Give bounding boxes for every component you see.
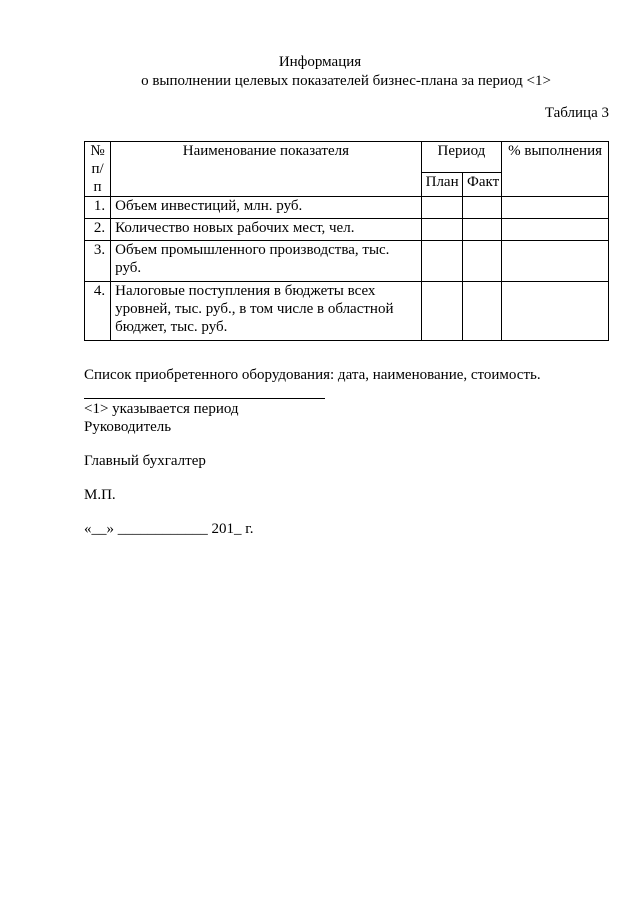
row-fact (463, 241, 502, 282)
header-percent: % выполнения (502, 142, 609, 197)
row-percent (502, 197, 609, 219)
row-name: Количество новых рабочих мест, чел. (111, 219, 421, 241)
row-num: 2. (85, 219, 111, 241)
table-header-row (85, 142, 609, 173)
equipment-note: Список приобретенного оборудования: дата, наименование, стоимость. (84, 367, 541, 383)
row-percent (502, 241, 609, 282)
row-plan (421, 282, 462, 341)
row-fact (463, 282, 502, 341)
seal-place: М.П. (84, 487, 116, 503)
signature-accountant: Главный бухгалтер (84, 453, 206, 469)
header-period: Период (421, 142, 502, 173)
row-name: Объем промышленного производства, тыс. руб. (111, 241, 421, 282)
indicators-table (84, 141, 609, 341)
row-percent (502, 282, 609, 341)
row-name: Объем инвестиций, млн. руб. (111, 197, 421, 219)
row-plan (421, 241, 462, 282)
document-title (0, 53, 640, 91)
row-name: Налоговые поступления в бюджеты всех уровней, тыс. руб., в том числе в областной бюджет, тыс. руб. (111, 282, 421, 341)
table-row (85, 241, 609, 282)
header-num: № п/п (85, 142, 111, 197)
header-fact: Факт (463, 172, 502, 196)
signature-head: Руководитель (84, 419, 172, 435)
header-plan: План (421, 172, 462, 196)
title-line-1: Информация (278, 54, 362, 70)
footnote-divider (84, 398, 325, 399)
table-row (85, 282, 609, 341)
table-row (85, 219, 609, 241)
row-fact (463, 197, 502, 219)
row-fact (463, 219, 502, 241)
header-name: Наименование показателя (111, 142, 421, 197)
row-num: 4. (85, 282, 111, 341)
table-row (85, 197, 609, 219)
row-num: 3. (85, 241, 111, 282)
table-label: Таблица 3 (544, 105, 609, 121)
signature-date: «__» ____________ 201_ г. (84, 521, 254, 537)
row-plan (421, 219, 462, 241)
row-num: 1. (85, 197, 111, 219)
row-plan (421, 197, 462, 219)
footnote: <1> указывается период (84, 401, 239, 417)
title-line-2: о выполнении целевых показателей бизнес-плана за период <1> (141, 73, 551, 89)
row-percent (502, 219, 609, 241)
